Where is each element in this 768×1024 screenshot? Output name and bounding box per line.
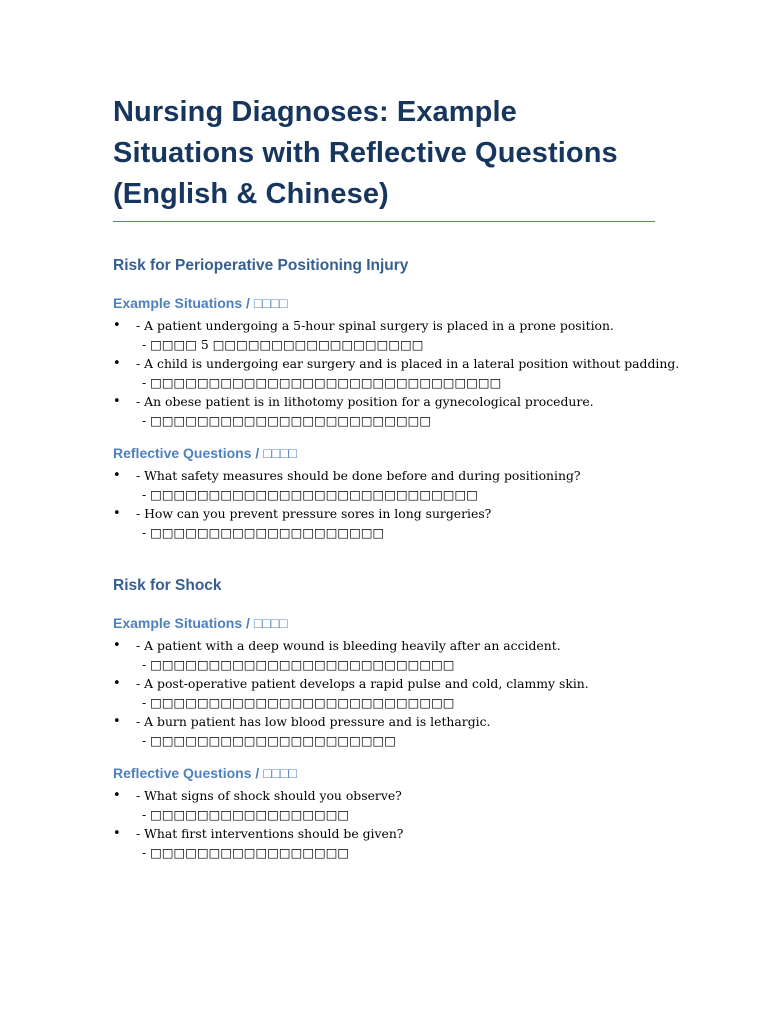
list-item	[113, 354, 680, 392]
item-chinese: - □□□□□□□□□□□□□□□□□□□□□□□□□□□□□□	[142, 375, 502, 390]
questions-heading: Reflective Questions / □□□□	[113, 765, 297, 781]
item-chinese: - □□□□□□□□□□□□□□□□□□□□□	[142, 733, 396, 748]
questions-list	[113, 466, 655, 542]
item-chinese: - □□□□□□□□□□□□□□□□□□□□□□□□□□	[142, 657, 455, 672]
item-chinese: - □□□□ 5 □□□□□□□□□□□□□□□□□□	[142, 337, 424, 352]
list-item	[113, 316, 655, 354]
list-item	[113, 824, 655, 862]
bullet-icon: •	[113, 676, 121, 691]
item-english: - A post-operative patient develops a rapid pulse and cold, clammy skin.	[136, 676, 589, 691]
item-chinese: - □□□□□□□□□□□□□□□□□□□□□□□□	[142, 413, 432, 428]
section-heading: Risk for Perioperative Positioning Injury	[113, 257, 409, 274]
item-english: - How can you prevent pressure sores in long surgeries?	[136, 506, 492, 521]
section-positioning-injury	[113, 256, 680, 542]
bullet-icon: •	[113, 638, 121, 653]
section-heading: Risk for Shock	[113, 577, 222, 594]
questions-list	[113, 786, 655, 862]
item-english: - A patient with a deep wound is bleeding heavily after an accident.	[136, 638, 561, 653]
item-english: - What first interventions should be given?	[136, 826, 404, 841]
list-item	[113, 636, 655, 674]
document-page	[113, 92, 680, 862]
list-item	[113, 504, 655, 542]
bullet-icon: •	[113, 356, 121, 371]
list-item	[113, 786, 655, 824]
item-english: - What signs of shock should you observe?	[136, 788, 402, 803]
bullet-icon: •	[113, 318, 121, 333]
situations-list	[113, 316, 680, 430]
item-english: - What safety measures should be done before and during positioning?	[136, 468, 581, 483]
list-item	[113, 712, 655, 750]
list-item	[113, 392, 655, 430]
item-chinese: - □□□□□□□□□□□□□□□□□□□□	[142, 525, 385, 540]
bullet-icon: •	[113, 714, 121, 729]
list-item	[113, 466, 655, 504]
list-item	[113, 674, 655, 712]
item-english: - A patient undergoing a 5-hour spinal surgery is placed in a prone position.	[136, 318, 614, 333]
questions-heading: Reflective Questions / □□□□	[113, 445, 297, 461]
bullet-icon: •	[113, 394, 121, 409]
situations-heading: Example Situations / □□□□	[113, 615, 288, 631]
bullet-icon: •	[113, 788, 121, 803]
item-chinese: - □□□□□□□□□□□□□□□□□□□□□□□□□□□□	[142, 487, 478, 502]
bullet-icon: •	[113, 506, 121, 521]
item-chinese: - □□□□□□□□□□□□□□□□□	[142, 845, 350, 860]
document-title: Nursing Diagnoses: Example Situations with Reflective Questions (English & Chinese)	[113, 92, 655, 222]
item-english: - A child is undergoing ear surgery and is placed in a lateral position without padding.	[136, 356, 680, 371]
item-chinese: - □□□□□□□□□□□□□□□□□	[142, 807, 350, 822]
situations-heading: Example Situations / □□□□	[113, 295, 288, 311]
section-shock	[113, 576, 655, 862]
item-english: - An obese patient is in lithotomy position for a gynecological procedure.	[136, 394, 594, 409]
bullet-icon: •	[113, 826, 121, 841]
item-english: - A burn patient has low blood pressure and is lethargic.	[136, 714, 491, 729]
bullet-icon: •	[113, 468, 121, 483]
item-chinese: - □□□□□□□□□□□□□□□□□□□□□□□□□□	[142, 695, 455, 710]
situations-list	[113, 636, 655, 750]
